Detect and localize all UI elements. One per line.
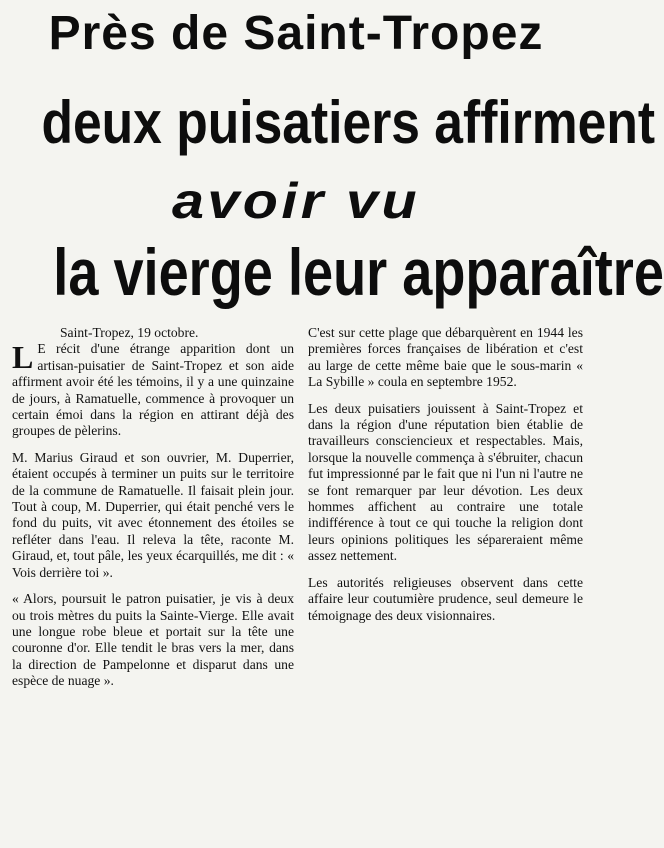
paragraph: « Alors, poursuit le patron puisatier, je vis à deux ou trois mètres du puits la Sainte-Vierge. Elle avait une longue robe bleue et portait sur la tête une couronne d'or. Elle tendit le bras vers la mer, dans la direction de Pampelonne et disparut dans une espèce de nuage ».: [12, 591, 294, 689]
paragraph: M. Marius Giraud et son ouvrier, M. Duperrier, étaient occupés à terminer un puits sur le territoire de la commune de Ramatuelle. Il faisait plein jour. Tout à coup, M. Duperrier, qui était penché vers le fond du puits, vit avec étonnement des étoiles se refléter dans l'eau. Il releva la tête, raconte M. Giraud, et, tout pâle, les yeux écarquillés, me dit : « Vois derrière toi ».: [12, 449, 294, 580]
article-column-right: [308, 325, 583, 634]
paragraph: [12, 341, 294, 439]
article-column-left: [12, 325, 294, 700]
dateline: Saint-Tropez, 19 octobre.: [60, 325, 199, 340]
paragraph: Les autorités religieuses observent dans cette affaire leur coutumière prudence, seul demeure le témoignage des deux visionnaires.: [308, 574, 583, 623]
headline-line-2: deux puisatiers affirment: [41, 89, 656, 156]
paragraph-text: E récit d'une étrange apparition dont un artisan-puisatier de Saint-Tropez et son aide affirment avoir été les témoins, il y a une quinzaine de jours, à Ramatuelle, commence à provoquer un certain émoi dans la région en attirant déjà des groupes de pèlerins.: [12, 341, 294, 439]
paragraph: C'est sur cette plage que débarquèrent en 1944 les premières forces françaises de libération et c'est au large de cette même baie que le sous-marin « La Sybille » coula en septembre 1952.: [308, 325, 583, 390]
headline-line-3: avoir vu: [171, 173, 421, 229]
drop-cap: L: [12, 339, 34, 376]
headline-line-4: la vierge leur apparaître: [53, 235, 664, 309]
paragraph: Les deux puisatiers jouissent à Saint-Tropez et dans la région d'une réputation bien établie de travailleurs consciencieux et respectables. Mais, lorsque la nouvelle commença à s'ébruiter, chacun fut impressionné par le fait que ni l'un ni l'autre ne se font remarquer par leur dévotion. Les deux hommes affichent au contraire une totale indifférence à tout ce qui touche la religion dont leurs opinions politiques les sépareraient même assez nettement.: [308, 400, 583, 564]
headline-line-1: Près de Saint-Tropez: [48, 7, 544, 60]
